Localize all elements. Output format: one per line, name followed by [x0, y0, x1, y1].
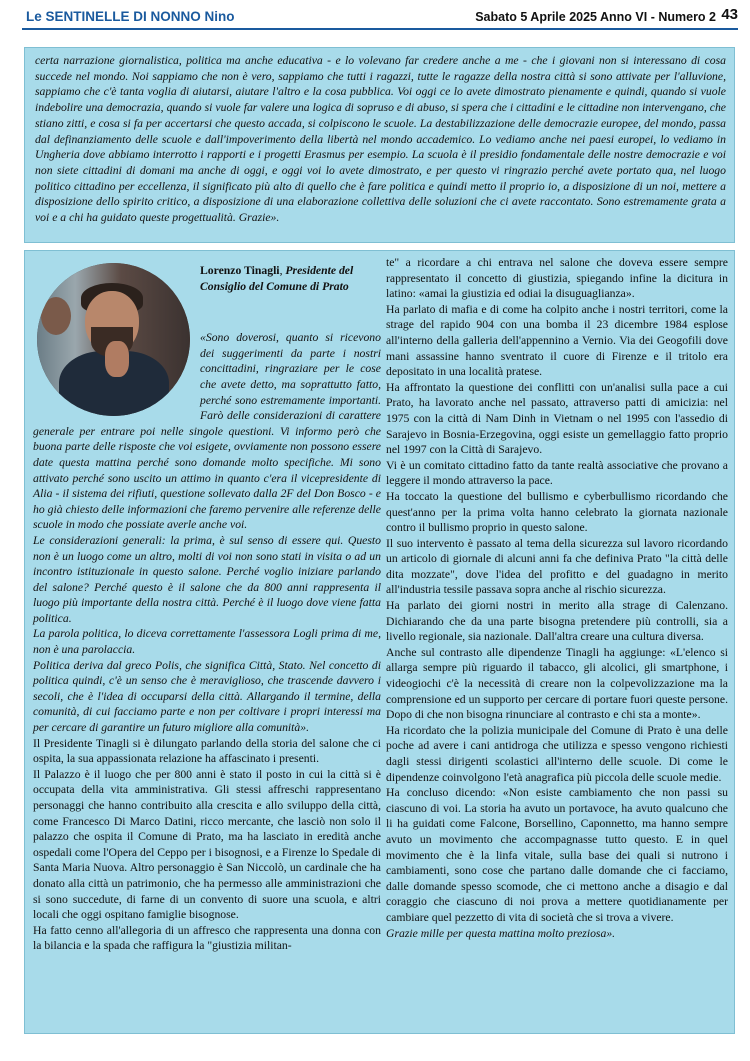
article-paragraph: Ha toccato la questione del bullismo e cyberbullismo ricordando che quest'anno per la prima volta hanno celebrato la giornata nazionale contro il bullismo proprio in questo salone.: [386, 489, 728, 535]
article-paragraph: La parola politica, lo diceva correttamente l'assessora Logli prima di me, non è una parolaccia.: [33, 627, 381, 657]
article-left-column: [33, 255, 381, 954]
newspaper-title: Le SENTINELLE DI NONNO Nino: [26, 9, 235, 24]
article-paragraph: Ha fatto cenno all'allegoria di un affresco che rappresenta una donna con la bilancia e la spada che raffigura la "giustizia militan-: [33, 923, 381, 953]
article-paragraph: Vi è un comitato cittadino fatto da tante realtà associative che provano a leggere il mondo attraverso la pace.: [386, 458, 728, 488]
article-paragraph: Il suo intervento è passato al tema della sicurezza sul lavoro ricordando un articolo di giornale di alcuni anni fa che definiva Prato "la città delle dita mozzate", dove l'idea del profitto e del guadagno in merito all'industria tessile passava sopra anche al rischio sicurezza.: [386, 536, 728, 597]
header-rule: [22, 28, 738, 30]
issue-date: Sabato 5 Aprile 2025 Anno VI - Numero 2: [475, 10, 716, 24]
quote-continued-text: certa narrazione giornalistica, politica ma anche educativa - e lo volevano far credere anche a me - che i giovani non si interessano di cosa succede nel mondo. Noi sappiamo che non è vero, sappiamo che tutti i ragazzi, tutte le ragazze della nostra città si sono attivate per l'alluvione, sappiamo che c'è tanta voglia di aiutarsi, aiutare l'altro e la cosa pubblica. Voi oggi ce lo avete dimostrato pienamente e quindi, quando si vuole indebolire una democrazia, quando si vuole far valere una logica di sopruso e di abuso, si spera che i cittadini e le cittadine non intervengano, che stiano zitti, e cosa si fa per accertarsi che questo accada, si colpiscono le scuole. La destabilizzazione delle democrazie europee, del mondo, passa dal definanziamento delle scuole e dall'impoverimento della libertà nel mondo accademico. Lo vediamo anche nei paesi europei, lo vediamo in Ungheria dove abbiamo interrotto i rapporti e i progetti Erasmus per esempio. La scuola è il presidio fondamentale delle nostre democrazie e voi non siete cittadini di domani ma anche di oggi, e oggi voi lo avete dimostrato, e per questo vi ringrazio perché avete portato qua, nel luogo politico cittadino per eccellenza, il significato più alto di quello che è fare politica e quindi metto il proprio io, a disposizione di un noi, mettere a disposizione dello spirito critico, a disposizione di una elaborazione collettiva delle soluzioni che ci avete raccontato. Sono estremamente grata a voi e a chi ha guidato queste progettualità. Grazie».: [35, 54, 726, 225]
article-paragraph: Anche sul contrasto alle dipendenze Tinagli ha aggiunge: «L'elenco si allarga sempre più riguardo il tabacco, gli alcolici, gli smartphone, i videogiochi c'è la necessità di creare non la colpevolizzazione ma la comprensione ed un supporto per cercare di portare fuori queste persone. Dopo di che non bisogna rinunciare al contrasto e chi sta a monte».: [386, 645, 728, 722]
article-paragraph: Ha ricordato che la polizia municipale del Comune di Prato è una delle poche ad avere i cani antidroga che utilizza e spesso vengono richiesti dagli stessi dirigenti scolastici all'interno delle scuole. Di come le dipendenze coinvolgono l'età anagrafica più piccola delle scuole medie.: [386, 723, 728, 784]
page-number: 43: [721, 6, 738, 23]
article-paragraph: Il Palazzo è il luogo che per 800 anni è stato il posto in cui la città si è occupata della vita amministrativa. Gli stessi affreschi rappresentano personaggi che hanno contribuito alla crescita e allo sviluppo della città, come Francesco Di Marco Datini, ricco mercante, che lasciò non solo il palazzo che ospita il Comune di Prato, ma ha lasciato in eredità anche ospedali come l'Opera del Ceppo per i bisognosi, e a Firenze lo Spedale di Santa Maria Nuova. Altro personaggio è San Niccolò, un cardinale che ha donato alla città un patrimonio, che ha permesso alle amministrazioni che si sono succedute, di farne di un convento di suore una scuola, e altri locali che oggi ospitano famiglie bisognose.: [33, 767, 381, 922]
article-box: [24, 250, 735, 1034]
article-paragraph: te" a ricordare a chi entrava nel salone che doveva essere sempre rappresentato il concetto di giustizia, spiegando infine la dicitura in latino: «amai la giustizia ed odiai la disuguaglianza».: [386, 256, 728, 301]
article-paragraph: Ha parlato di mafia e di come ha colpito anche i nostri territori, come la strage del rapido 904 con una bomba il 23 dicembre 1984 esplose all'interno della galleria dell'appennino a Vernio. Via dei Geogofili dove mani assassine hanno sventrato il cuore di Firenze e il tritolo era depositato in una località pratese.: [386, 302, 728, 379]
article-paragraph: Grazie mille per questa mattina molto preziosa».: [386, 926, 616, 940]
speaker-role: Presidente del Consiglio del Comune di Prato: [200, 264, 354, 293]
article-right-column: [386, 255, 728, 941]
article-paragraph: Le considerazioni generali: la prima, è sul senso di essere qui. Questo non è un luogo come un altro, molti di voi non sono stati in visita o ad un incontro istituzionale in questo salone. Perché voglio iniziare parlando del salone? Perché questo è il salone che da 800 anni rappresenta il luogo più importante della nostra città. Perché è il luogo dove viene fatta politica.: [33, 533, 381, 625]
speaker-name: Lorenzo Tinagli: [200, 264, 280, 277]
article-paragraph: Ha parlato dei giorni nostri in merito alla strage di Calenzano. Dichiarando che da una parte bisogna pretendere più controlli, sia a livello regionale, sia nazionale. Dall'altra creare una cultura diversa.: [386, 599, 728, 644]
page-header: [22, 6, 738, 28]
speaker-bio: Lorenzo Tinagli, Presidente del Consiglio del Comune di Prato: [200, 264, 354, 293]
article-paragraph: Ha affrontato la questione dei conflitti con un'analisi sulla pace a cui Prato, ha lavorato anche nel passato, attraverso patti di amicizia: nel 1975 con la città di Nam Dinh in Vietnam o nel 1995 con l'assedio di Sarajevo in Bosnia-Erzegovina, oggi esiste un gemellaggio fatto proprio nel 1997 con la Città di Sarajevo.: [386, 380, 728, 457]
article-paragraph: Il Presidente Tinagli si è dilungato parlando della storia del salone che ci ospita, la sua appassionata relazione ha affascinato i presenti.: [33, 736, 381, 766]
quote-box-continued: [24, 47, 735, 243]
article-paragraph: «Sono doverosi, quanto si ricevono dei suggerimenti da parte i nostri concittadini, ringraziare per le cose che avete detto, ma soprattutto fatto, perché sono estremamente importanti. Farò delle considerazioni di carattere generale per entrare poi nelle singole questioni. Vi informo però che buona parte delle risposte che voi esigete, ovviamente non possono essere date questa mattina perché sono domande molto specifiche. Mi sono attivato perché sono uscito un attimo in quanto c'era il vicepresidente di Alia - il sistema dei rifiuti, questione sollevato dalla 2F del Don Bosco - e ho già chiesto delle informazioni che faremo pervenire alle referenze delle scuole in modo che possiate averle anche voi.: [33, 331, 381, 532]
article-paragraph: Politica deriva dal greco Polis, che significa Città, Stato. Nel concetto di politica quindi, c'è un senso che è meraviglioso, che trascende davvero i secoli, che è l'idea di occuparsi della città. Allargando il termine, della comunità, di cui facciamo parte e non per coltivare i propri interessi ma per cercare di garantire un futuro migliore alla comunità».: [33, 658, 381, 735]
speaker-photo: [37, 263, 190, 416]
article-paragraph: Ha concluso dicendo: «Non esiste cambiamento che non passi su ciascuno di voi. La storia ha avuto un portavoce, ha avuto qualcuno che li ha guidati come Falcone, Borsellino, Caponnetto, ma hanno sempre avuto un movimento che accompagnasse tutto questo. E in quel movimento che è la linfa vitale, sulla base dei quali si nutrono i cambiamenti, sono cose che partano dalle domande che ci facciamo, dalle domande spesso scomode, che ci mettono anche a disagio e dal coraggio che ciascuno di noi prova a mettere quotidianamente per cambiare quel pezzetto di vita di società che si trova a vivere.: [386, 786, 728, 924]
